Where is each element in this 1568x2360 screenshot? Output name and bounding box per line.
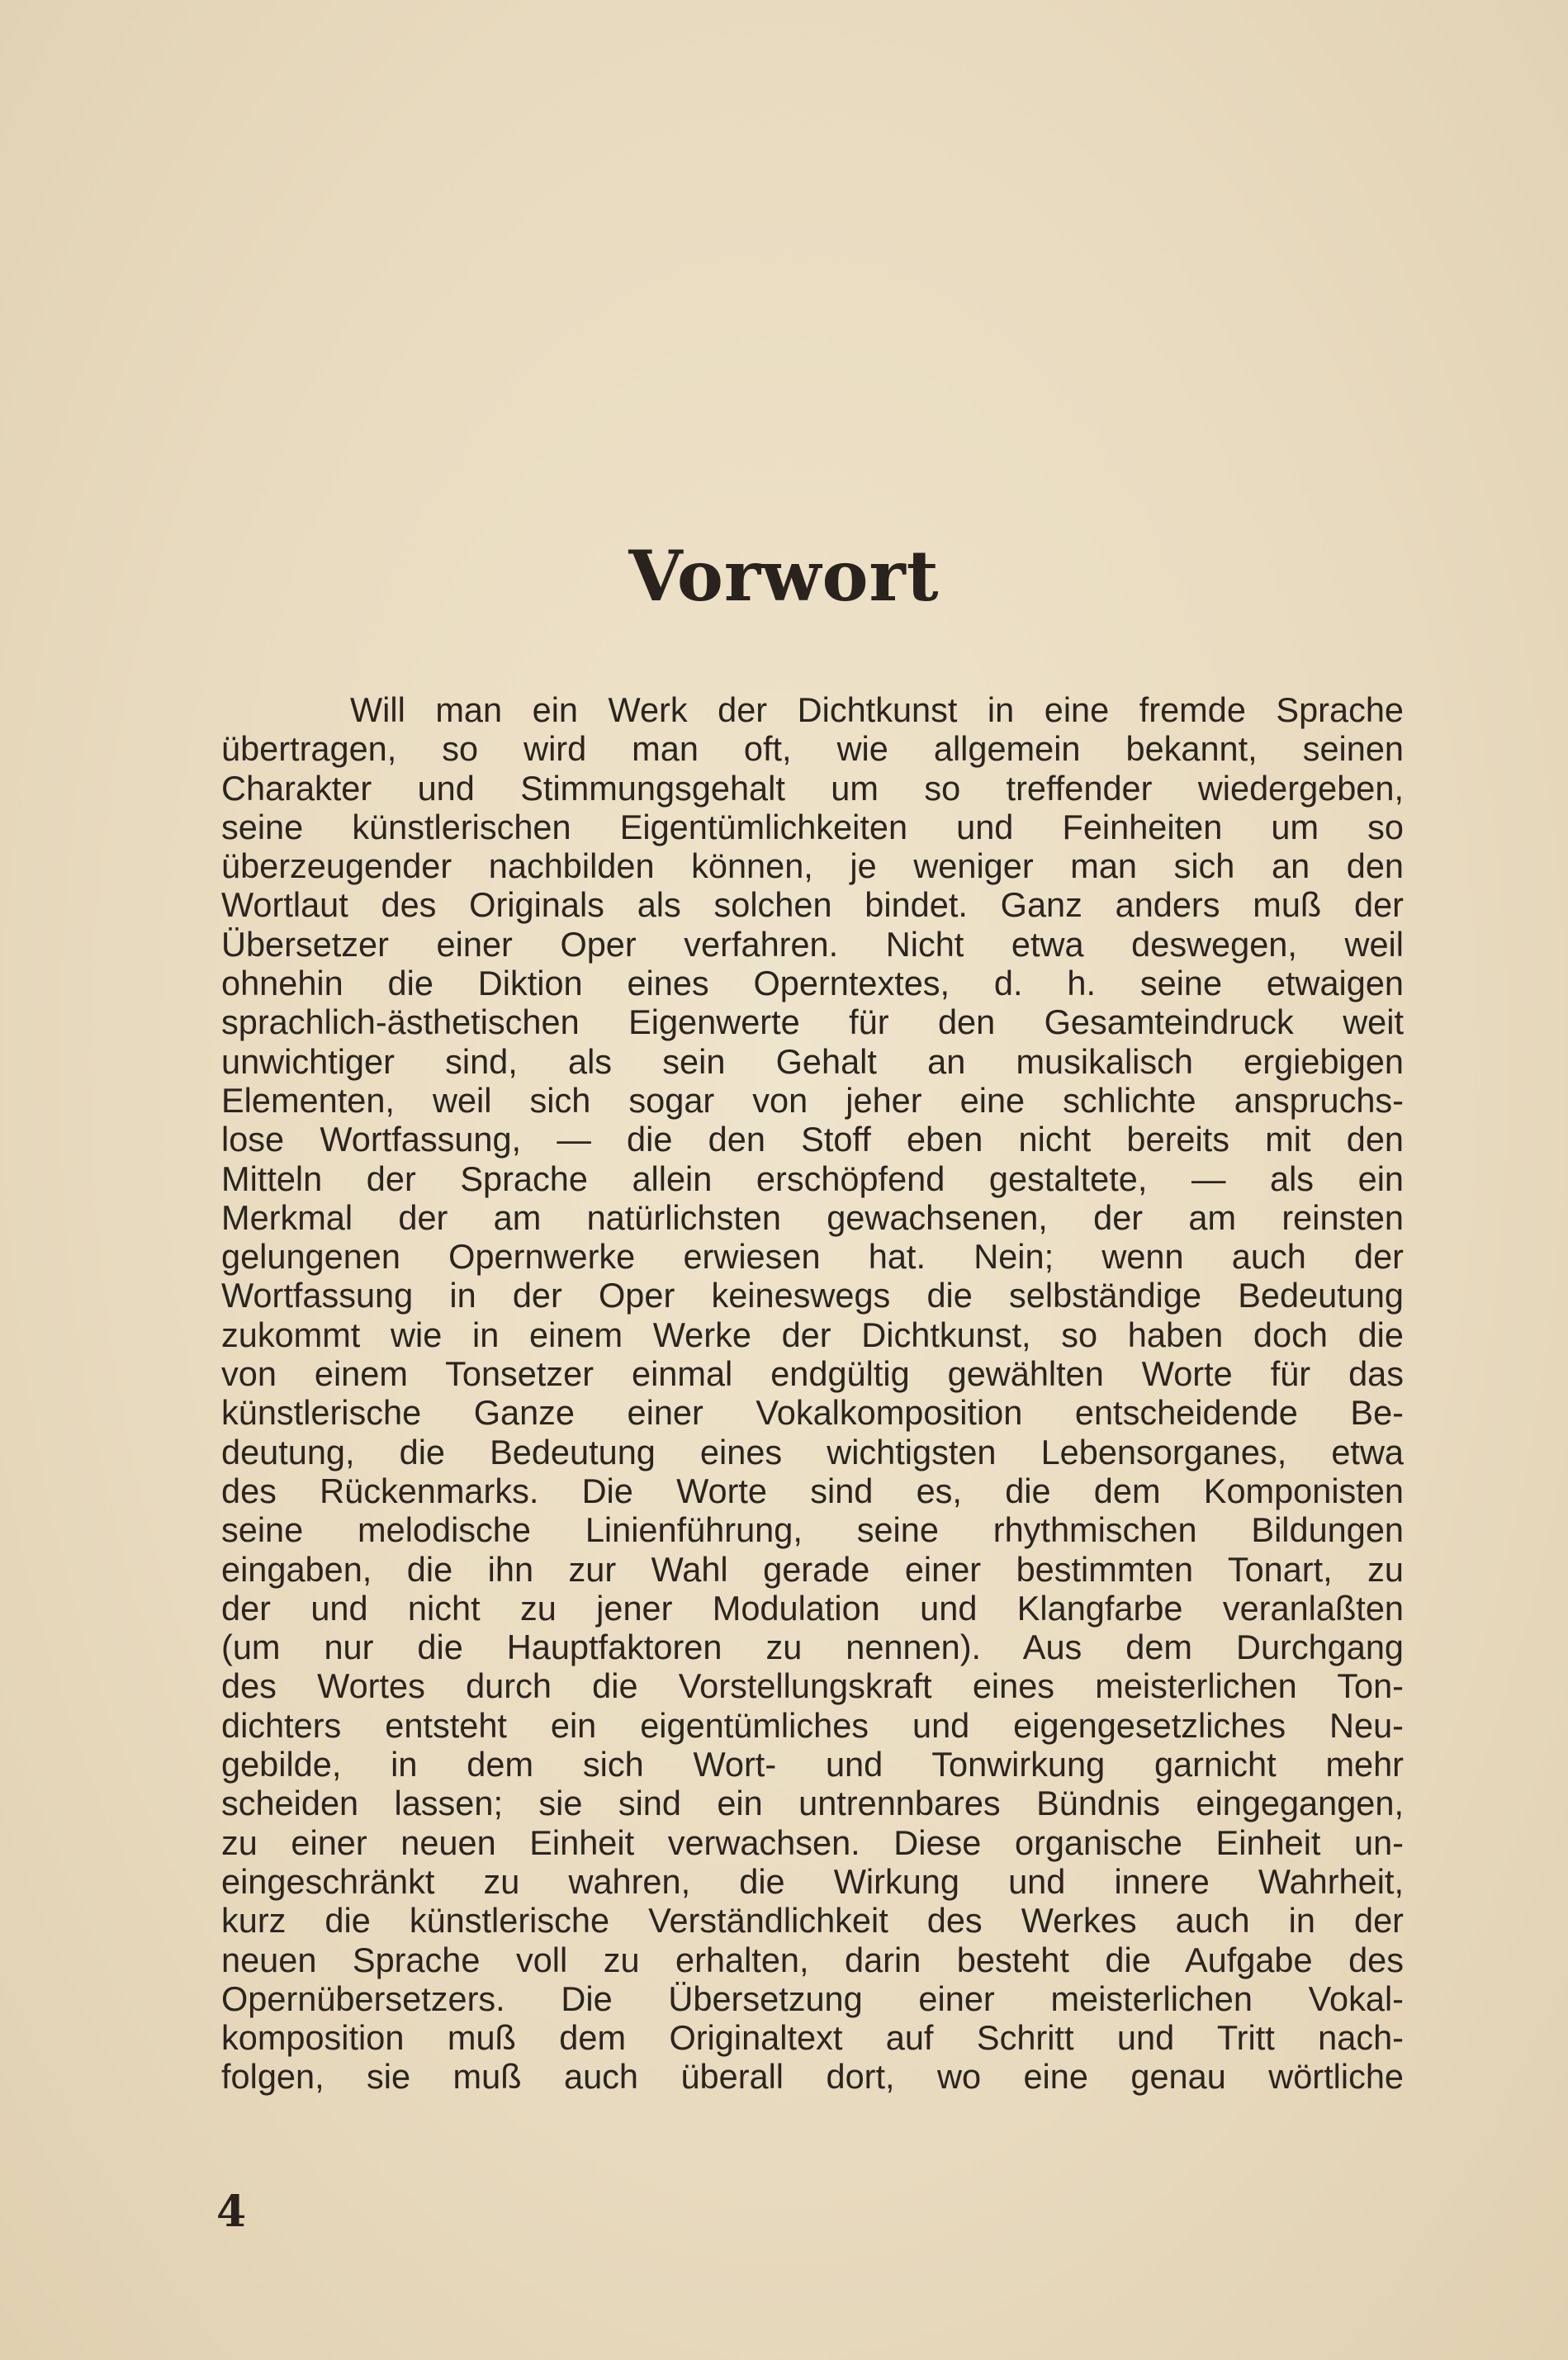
text-line: des Rückenmarks. Die Worte sind es, die dem Komponisten	[221, 1471, 1404, 1510]
text-line: unwichtiger sind, als sein Gehalt an musikalisch ergiebigen	[221, 1041, 1404, 1081]
text-line: Charakter und Stimmungsgehalt um so treffender wiedergeben,	[221, 768, 1404, 808]
text-line: eingeschränkt zu wahren, die Wirkung und innere Wahrheit,	[221, 1861, 1404, 1901]
text-line: Elementen, weil sich sogar von jeher eine schlichte anspruchs-	[221, 1080, 1404, 1120]
text-line: folgen, sie muß auch überall dort, wo eine genau wörtliche	[221, 2057, 1404, 2097]
text-line: kurz die künstlerische Verständlichkeit des Werkes auch in der	[221, 1901, 1404, 1941]
text-line: Will man ein Werk der Dichtkunst in eine fremde Sprache	[350, 690, 1404, 729]
page-number: 4	[216, 2187, 247, 2237]
text-line: zukommt wie in einem Werke der Dichtkunst, so haben doch die	[221, 1315, 1404, 1354]
text-line: zu einer neuen Einheit verwachsen. Diese organische Einheit un-	[221, 1822, 1404, 1862]
text-line: Wortlaut des Originals als solchen bindet. Ganz anders muß der	[221, 885, 1404, 925]
body-paragraph	[221, 690, 1404, 2097]
text-line: sprachlich-ästhetischen Eigenwerte für den Gesamteindruck weit	[221, 1002, 1404, 1042]
text-line: der und nicht zu jener Modulation und Klangfarbe veranlaßten	[221, 1588, 1404, 1628]
chapter-title: Vorwort	[628, 535, 940, 617]
text-line: seine melodische Linienführung, seine rhythmischen Bildungen	[221, 1510, 1404, 1550]
text-line: seine künstlerischen Eigentümlichkeiten und Feinheiten um so	[221, 807, 1404, 846]
text-line: lose Wortfassung, — die den Stoff eben nicht bereits mit den	[221, 1120, 1404, 1159]
text-line: (um nur die Hauptfaktoren zu nennen). Aus dem Durchgang	[221, 1628, 1404, 1667]
text-line: dichters entsteht ein eigentümliches und eigengesetzliches Neu-	[221, 1705, 1404, 1745]
text-line: Wortfassung in der Oper keineswegs die selbständige Bedeutung	[221, 1276, 1404, 1315]
text-line: Opernübersetzers. Die Übersetzung einer meisterlichen Vokal-	[221, 1979, 1404, 2018]
text-line: komposition muß dem Originaltext auf Schritt und Tritt nach-	[221, 2018, 1404, 2058]
text-line: überzeugender nachbilden können, je weniger man sich an den	[221, 846, 1404, 886]
text-line: neuen Sprache voll zu erhalten, darin besteht die Aufgabe des	[221, 1940, 1404, 1979]
text-line: gebilde, in dem sich Wort- und Tonwirkung garnicht mehr	[221, 1745, 1404, 1784]
text-line: eingaben, die ihn zur Wahl gerade einer bestimmten Tonart, zu	[221, 1549, 1404, 1589]
text-line: übertragen, so wird man oft, wie allgemein bekannt, seinen	[221, 729, 1404, 769]
text-line: ohnehin die Diktion eines Operntextes, d. h. seine etwaigen	[221, 964, 1404, 1003]
text-line: künstlerische Ganze einer Vokalkomposition entscheidende Be-	[221, 1393, 1404, 1433]
text-line: deutung, die Bedeutung eines wichtigsten Lebensorganes, etwa	[221, 1432, 1404, 1471]
text-line: Mitteln der Sprache allein erschöpfend gestaltete, — als ein	[221, 1159, 1404, 1198]
text-line: gelungenen Opernwerke erwiesen hat. Nein; wenn auch der	[221, 1237, 1404, 1277]
text-line: Übersetzer einer Oper verfahren. Nicht etwa deswegen, weil	[221, 924, 1404, 964]
text-line: des Wortes durch die Vorstellungskraft eines meisterlichen Ton-	[221, 1666, 1404, 1706]
text-line: scheiden lassen; sie sind ein untrennbares Bündnis eingegangen,	[221, 1784, 1404, 1823]
text-line: Merkmal der am natürlichsten gewachsenen, der am reinsten	[221, 1197, 1404, 1237]
text-line: von einem Tonsetzer einmal endgültig gewählten Worte für das	[221, 1354, 1404, 1394]
